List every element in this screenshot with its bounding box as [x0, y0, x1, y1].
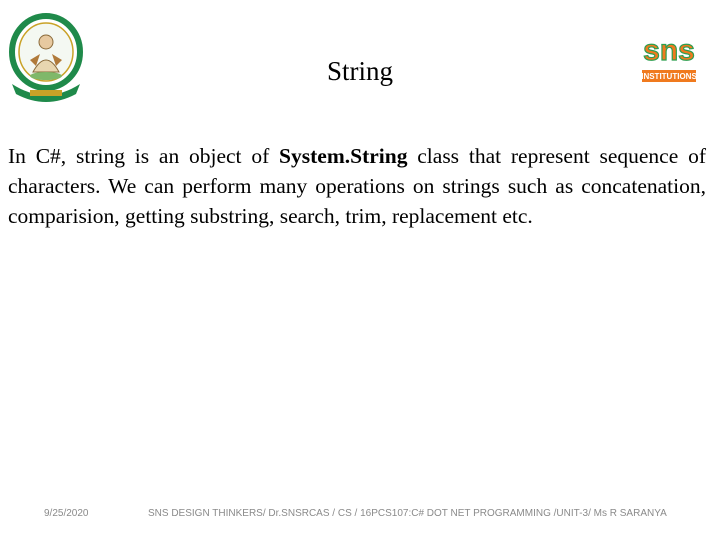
svg-text:INSTITUTIONS: INSTITUTIONS — [641, 72, 697, 81]
body-text-part2: class that represent sequence of characters. We can perform many operations on strings such as concatenation, comparision, getting substring, search, trim, replacement etc. — [8, 144, 706, 228]
slide-title: String — [326, 56, 393, 86]
body-paragraph — [8, 141, 706, 231]
body-text-part1: In C#, string is an object of — [8, 144, 280, 168]
svg-text:sns: sns — [643, 34, 695, 67]
body-text-bold-classname: System.String — [279, 144, 408, 168]
footer-text: SNS DESIGN THINKERS/ Dr.SNSRCAS / CS / 16PCS107:C# DOT NET PROGRAMMING /UNIT-3/ Ms R SARANYA — [148, 508, 667, 519]
footer-date: 9/25/2020 — [44, 508, 89, 519]
